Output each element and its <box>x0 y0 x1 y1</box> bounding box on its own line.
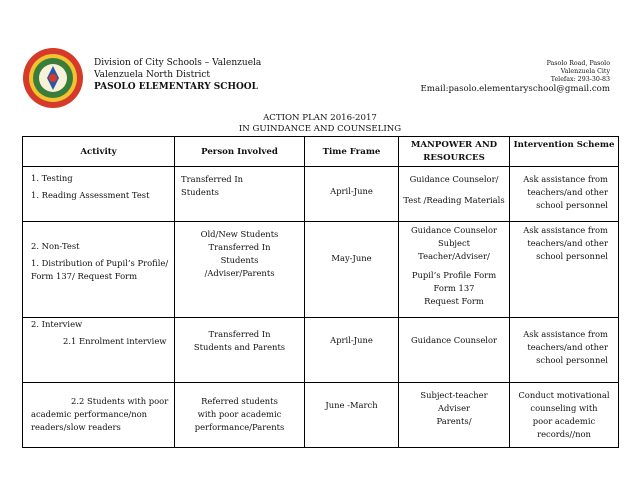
manpower-line: Pupil’s Profile Form <box>411 270 497 280</box>
header-activity: Activity <box>23 137 175 167</box>
activity-line: 1. Testing <box>31 173 73 183</box>
activity-line: 1. Distribution of Pupil’s Profile/ <box>31 258 169 268</box>
district-name: Valenzuela North District <box>94 70 211 80</box>
manpower-line: Form 137 <box>433 283 475 293</box>
table-row <box>23 167 619 222</box>
contact-block <box>421 60 610 95</box>
manpower-line: Adviser <box>437 403 471 413</box>
activity-line: 2. Non-Test <box>31 241 80 251</box>
time-value: April-June <box>330 335 373 345</box>
activity-cell <box>23 167 175 222</box>
activity-line: readers/slow readers <box>31 422 121 432</box>
header-scheme: Intervention Scheme <box>510 137 619 167</box>
scheme-cell <box>510 222 619 318</box>
scheme-line: school personnel <box>536 200 608 210</box>
person-line: Transferred In <box>208 329 271 339</box>
scheme-line: Ask assistance from <box>523 174 608 184</box>
time-value: June -March <box>325 400 378 410</box>
school-name: PASOLO ELEMENTARY SCHOOL <box>94 82 258 92</box>
manpower-line: Subject <box>437 238 471 248</box>
person-line: Transferred In <box>208 242 271 252</box>
activity-line: 2. Interview <box>31 319 83 329</box>
manpower-line: Subject-teacher <box>420 390 488 400</box>
person-cell <box>175 383 305 448</box>
document-title <box>0 113 640 135</box>
manpower-cell <box>399 383 510 448</box>
scheme-line: Conduct motivational <box>518 390 610 400</box>
header-time: Time Frame <box>305 137 399 167</box>
header-person: Person Involved <box>175 137 305 167</box>
person-line: Referred students <box>201 396 278 406</box>
activity-cell <box>23 222 175 318</box>
action-plan-table <box>22 136 619 448</box>
time-value: May-June <box>331 253 372 263</box>
manpower-cell <box>399 167 510 222</box>
table-row <box>23 383 619 448</box>
scheme-line: records//non <box>537 429 591 439</box>
address-line-2: Valenzuela City <box>560 68 610 75</box>
person-cell <box>175 222 305 318</box>
table-header-row <box>23 137 619 167</box>
header-manpower-line-1: MANPOWER AND <box>410 139 498 150</box>
manpower-line: Parents/ <box>436 416 472 426</box>
header-manpower <box>399 137 510 167</box>
activity-line: academic performance/non <box>31 409 148 419</box>
scheme-line: Ask assistance from <box>523 329 608 339</box>
scheme-line: school personnel <box>536 355 608 365</box>
time-cell <box>305 383 399 448</box>
table-row <box>23 222 619 318</box>
time-cell <box>305 318 399 383</box>
email: Email:pasolo.elementaryschool@gmail.com <box>420 84 610 94</box>
person-line: Old/New Students <box>200 229 279 239</box>
school-seal-logo <box>22 47 84 109</box>
person-line: Students <box>220 255 259 265</box>
person-line: /Adviser/Parents <box>204 268 275 278</box>
manpower-line: Guidance Counselor/ <box>409 174 499 184</box>
scheme-cell <box>510 383 619 448</box>
manpower-cell <box>399 222 510 318</box>
division-name: Division of City Schools – Valenzuela <box>94 58 262 68</box>
activity-line: 2.2 Students with poor <box>71 396 169 406</box>
person-cell <box>175 318 305 383</box>
activity-line: 1. Reading Assessment Test <box>31 190 150 200</box>
person-line: performance/Parents <box>194 422 285 432</box>
activity-cell <box>23 318 175 383</box>
manpower-cell <box>399 318 510 383</box>
time-cell <box>305 222 399 318</box>
manpower-line: Teacher/Adviser/ <box>418 251 490 261</box>
table-row <box>23 318 619 383</box>
activity-line: Form 137/ Request Form <box>31 271 138 281</box>
address-line-1: Pasolo Road, Pasolo <box>546 60 610 67</box>
telefax: Telefax: 293-30-83 <box>550 76 610 83</box>
scheme-line: teachers/and other <box>527 342 608 352</box>
title-line-1: ACTION PLAN 2016-2017 <box>263 113 377 123</box>
scheme-cell <box>510 318 619 383</box>
manpower-line: Test /Reading Materials <box>403 195 505 205</box>
title-line-2: IN GUINDANCE AND COUNSELING <box>238 124 402 134</box>
scheme-line: Ask assistance from <box>523 225 608 235</box>
person-line: Students and Parents <box>193 342 286 352</box>
person-cell <box>175 167 305 222</box>
time-value: April-June <box>330 186 373 196</box>
activity-cell <box>23 383 175 448</box>
manpower-line: Guidance Counselor <box>410 335 498 345</box>
person-line: with poor academic <box>197 409 282 419</box>
scheme-line: teachers/and other <box>527 187 608 197</box>
scheme-line: counseling with <box>530 403 598 413</box>
header-manpower-line-2: RESOURCES <box>423 152 485 163</box>
manpower-line: Guidance Counselor <box>410 225 498 235</box>
time-cell <box>305 167 399 222</box>
scheme-line: poor academic <box>532 416 596 426</box>
scheme-line: teachers/and other <box>527 238 608 248</box>
person-line: Students <box>181 187 219 197</box>
scheme-line: school personnel <box>536 251 608 261</box>
person-line: Transferred In <box>181 174 244 184</box>
manpower-line: Request Form <box>424 296 484 306</box>
school-header <box>94 57 261 93</box>
activity-line: 2.1 Enrolment interview <box>63 336 167 346</box>
scheme-cell <box>510 167 619 222</box>
